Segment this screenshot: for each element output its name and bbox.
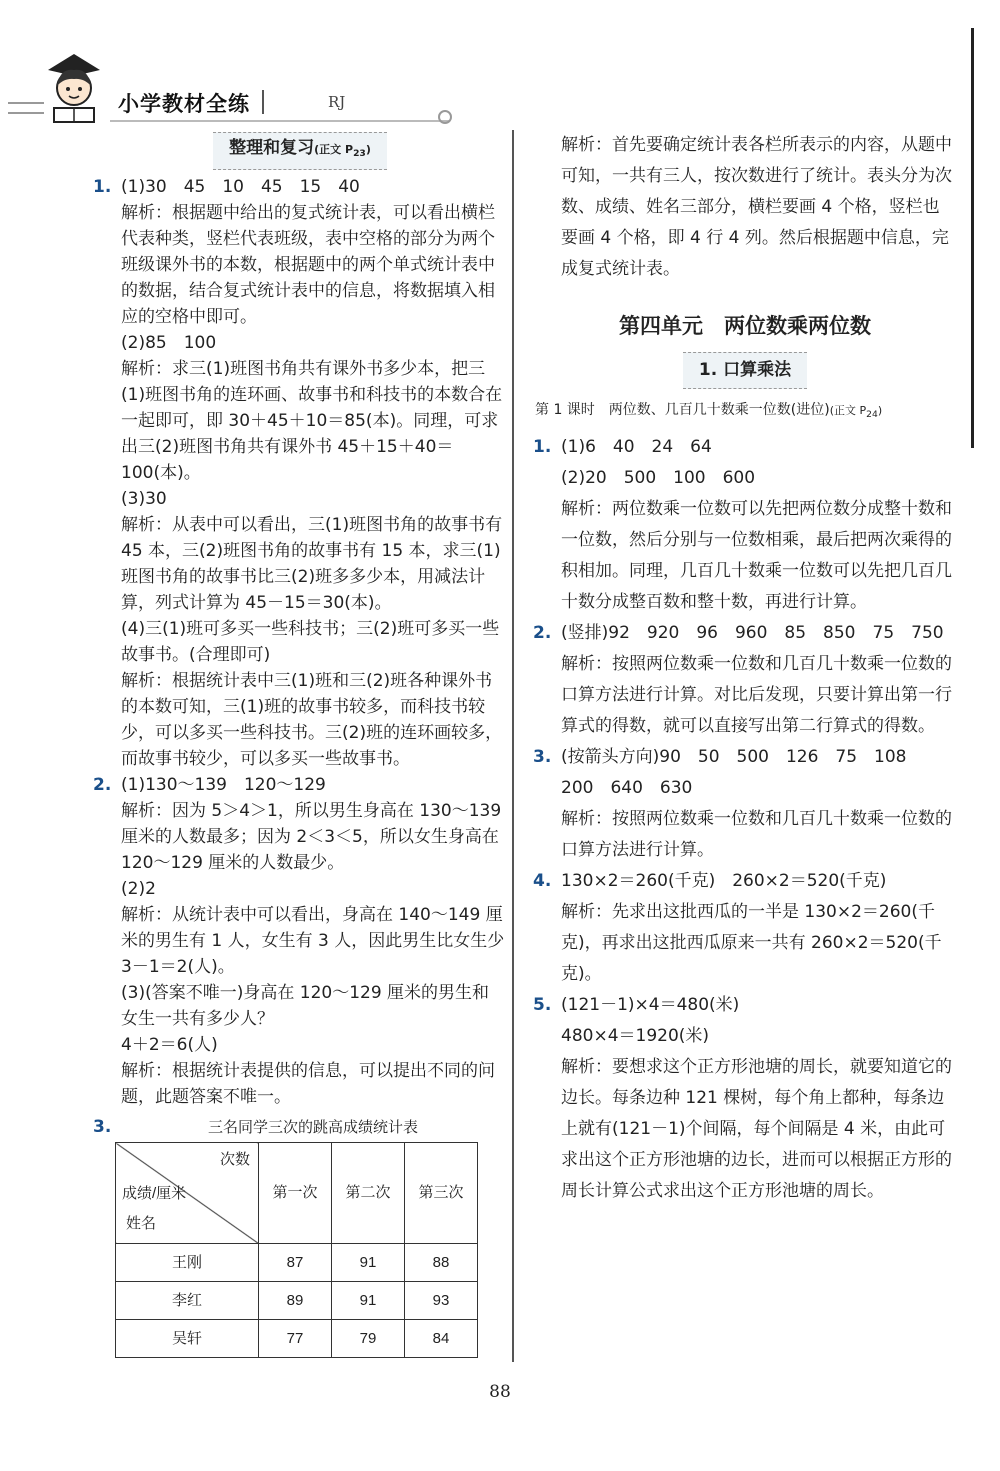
lesson-ref: (正文 $P_{24}$)	[829, 404, 883, 421]
answer: (3)30	[121, 489, 167, 510]
question-number: 3.	[533, 747, 552, 768]
explanation: 解析：从表中可以看出，三(1)班图书角的故事书有 45 本，三(2)班图书角的故事书有 15 本，求三(1)班图书角的故事书比三(2)班多多少本，用减法计算，列式计算为 45－15＝30(本)。	[121, 515, 503, 614]
explanation: 解析：根据统计表提供的信息，可以提出不同的问题，此题答案不唯一。	[121, 1061, 495, 1108]
answer: 4＋2＝6(人)	[121, 1035, 218, 1056]
question-1	[95, 174, 505, 772]
explanation: 解析：求三(1)班图书角共有课外书多少本，把三(1)班图书角的连环画、故事书和科技书的本数合在一起即可，即 30＋45＋10＝85(本)。同理，可求出三(2)班图书角共有课外书 45＋15＋40＝100(本)。	[121, 359, 503, 484]
row-name: 王刚	[116, 1244, 259, 1282]
page-number: 88	[489, 1382, 511, 1402]
answer: (竖排)92 920 96 960 85 850 75 750	[561, 623, 944, 644]
section-title-text: 整理和复习	[229, 138, 315, 158]
answer: (2)2	[121, 879, 156, 900]
question-5	[535, 990, 955, 1207]
question-number: 1.	[93, 177, 112, 198]
explanation: 解析：按照两位数乘一位数和几百几十数乘一位数的口算方法进行计算。	[561, 809, 952, 861]
question-number: 5.	[533, 995, 552, 1016]
answer: (4)三(1)班可多买一些科技书；三(2)班可多买一些故事书。(合理即可)	[121, 619, 500, 666]
unit-title: 第四单元 两位数乘两位数	[619, 314, 871, 338]
table-cell: 84	[405, 1320, 478, 1358]
corner-label-top: 次数	[219, 1151, 250, 1169]
explanation: 解析：因为 5＞4＞1，所以男生身高在 130～139 厘米的人数最多；因为 2＜3＜5，所以女生身高在 120～129 厘米的人数最少。	[121, 801, 502, 874]
table-row	[116, 1244, 478, 1282]
answer: (2)20 500 100 600	[561, 468, 756, 489]
brand-separator	[262, 90, 264, 114]
header-underline	[110, 120, 450, 122]
row-name: 李红	[116, 1282, 259, 1320]
column-header: 第三次	[405, 1143, 478, 1244]
brand-title: 小学教材全练	[118, 92, 250, 116]
question-3	[535, 742, 955, 866]
table-cell: 88	[405, 1244, 478, 1282]
right-column	[535, 130, 955, 1207]
page-header	[0, 50, 470, 130]
column-header: 第二次	[332, 1143, 405, 1244]
table-cell: 93	[405, 1282, 478, 1320]
section-ref: (正文 $P_{23}$)	[314, 143, 371, 160]
question-2	[535, 618, 955, 742]
table-cell: 91	[332, 1244, 405, 1282]
table-corner	[116, 1143, 259, 1244]
section-title	[95, 132, 505, 170]
question-number: 2.	[93, 775, 112, 796]
answer: (3)(答案不唯一)身高在 120～129 厘米的男生和女生一共有多少人？	[121, 983, 490, 1030]
section-title	[535, 352, 955, 389]
answer: 480×4＝1920(米)	[561, 1026, 710, 1047]
header-dot	[438, 110, 452, 124]
score-table	[115, 1142, 478, 1358]
question-3	[95, 1114, 505, 1140]
mascot-girl-icon	[40, 52, 108, 128]
answer: (1)30 45 10 45 15 40	[121, 177, 360, 198]
table-cell: 77	[259, 1320, 332, 1358]
question-1	[535, 432, 955, 618]
explanation: 解析：根据题中给出的复式统计表，可以看出横栏代表种类，竖栏代表班级，表中空格的部分为两个班级课外书的本数，根据题中的两个单式统计表中的数据，结合复式统计表中的信息，将数据填入相应的空格中即可。	[121, 203, 495, 328]
row-name: 吴轩	[116, 1320, 259, 1358]
question-number: 2.	[533, 623, 552, 644]
column-divider	[512, 130, 514, 1362]
left-column	[95, 130, 505, 1358]
section-title-text: 1. 口算乘法	[683, 352, 807, 389]
header-decoration	[8, 102, 44, 114]
question-number: 4.	[533, 871, 552, 892]
question-number: 1.	[533, 437, 552, 458]
answer: (1)130～139 120～129	[121, 775, 326, 796]
explanation: 解析：先求出这批西瓜的一半是 130×2＝260(千克)，再求出这批西瓜原来一共有 260×2＝520(千克)。	[561, 902, 942, 985]
answer: (121－1)×4＝480(米)	[561, 995, 740, 1016]
explanation: 解析：按照两位数乘一位数和几百几十数乘一位数的口算方法进行计算。对比后发现，只要计算出第一行算式的得数，就可以直接写出第二行算式的得数。	[561, 654, 952, 737]
explanation: 解析：要想求这个正方形池塘的周长，就要知道它的边长。每条边种 121 棵树，每个角上都种，每条边上就有(121－1)个间隔，每个间隔是 4 米，由此可求出这个正方形池塘的边长，进而可以根据正方形的周长计算公式求出这个正方形池塘的周长。	[561, 1057, 952, 1202]
corner-label-bottom: 姓名	[126, 1215, 157, 1233]
table-cell: 91	[332, 1282, 405, 1320]
answer: (2)85 100	[121, 333, 217, 354]
question-number: 3.	[93, 1117, 112, 1138]
explanation: 解析：两位数乘一位数可以先把两位数分成整十数和一位数，然后分别与一位数相乘，最后把两次乘得的积相加。同理，几百几十数乘一位数可以先把几百几十数分成整百数和整十数，再进行计算。	[561, 499, 952, 613]
binding-line	[971, 28, 974, 448]
table-cell: 79	[332, 1320, 405, 1358]
edition-label: RJ	[328, 93, 346, 111]
explanation: 解析：从统计表中可以看出，身高在 140～149 厘米的男生有 1 人，女生有 3 人，因此男生比女生少 3－1＝2(人)。	[121, 905, 505, 978]
explanation-continued: 解析：首先要确定统计表各栏所表示的内容，从题中可知，一共有三人，按次数进行了统计。表头分为次数、成绩、姓名三部分，横栏要画 4 个格，竖栏也要画 4 个格，即 4 行 4 列。然后根据题中信息，完成复式统计表。	[561, 135, 952, 279]
table-title: 三名同学三次的跳高成绩统计表	[207, 1118, 418, 1137]
lesson-title: 第 1 课时 两位数、几百几十数乘一位数(进位)(正文 $P_{24}$)	[535, 402, 883, 421]
table-row	[116, 1320, 478, 1358]
answer: (1)6 40 24 64	[561, 437, 712, 458]
answer: 130×2＝260(千克) 260×2＝520(千克)	[561, 871, 887, 892]
answer: (按箭头方向)90 50 500 126 75 108 200 640 630	[561, 747, 924, 799]
question-4	[535, 866, 955, 990]
table-cell: 87	[259, 1244, 332, 1282]
table-row	[116, 1282, 478, 1320]
column-header: 第一次	[259, 1143, 332, 1244]
question-2	[95, 772, 505, 1110]
table-cell: 89	[259, 1282, 332, 1320]
explanation: 解析：根据统计表中三(1)班和三(2)班各种课外书的本数可知，三(1)班的故事书较多，而科技书较少，可以多买一些科技书。三(2)班的连环画较多，而故事书较少，可以多买一些故事书。	[121, 671, 503, 770]
corner-label-mid: 成绩/厘米	[122, 1185, 187, 1203]
